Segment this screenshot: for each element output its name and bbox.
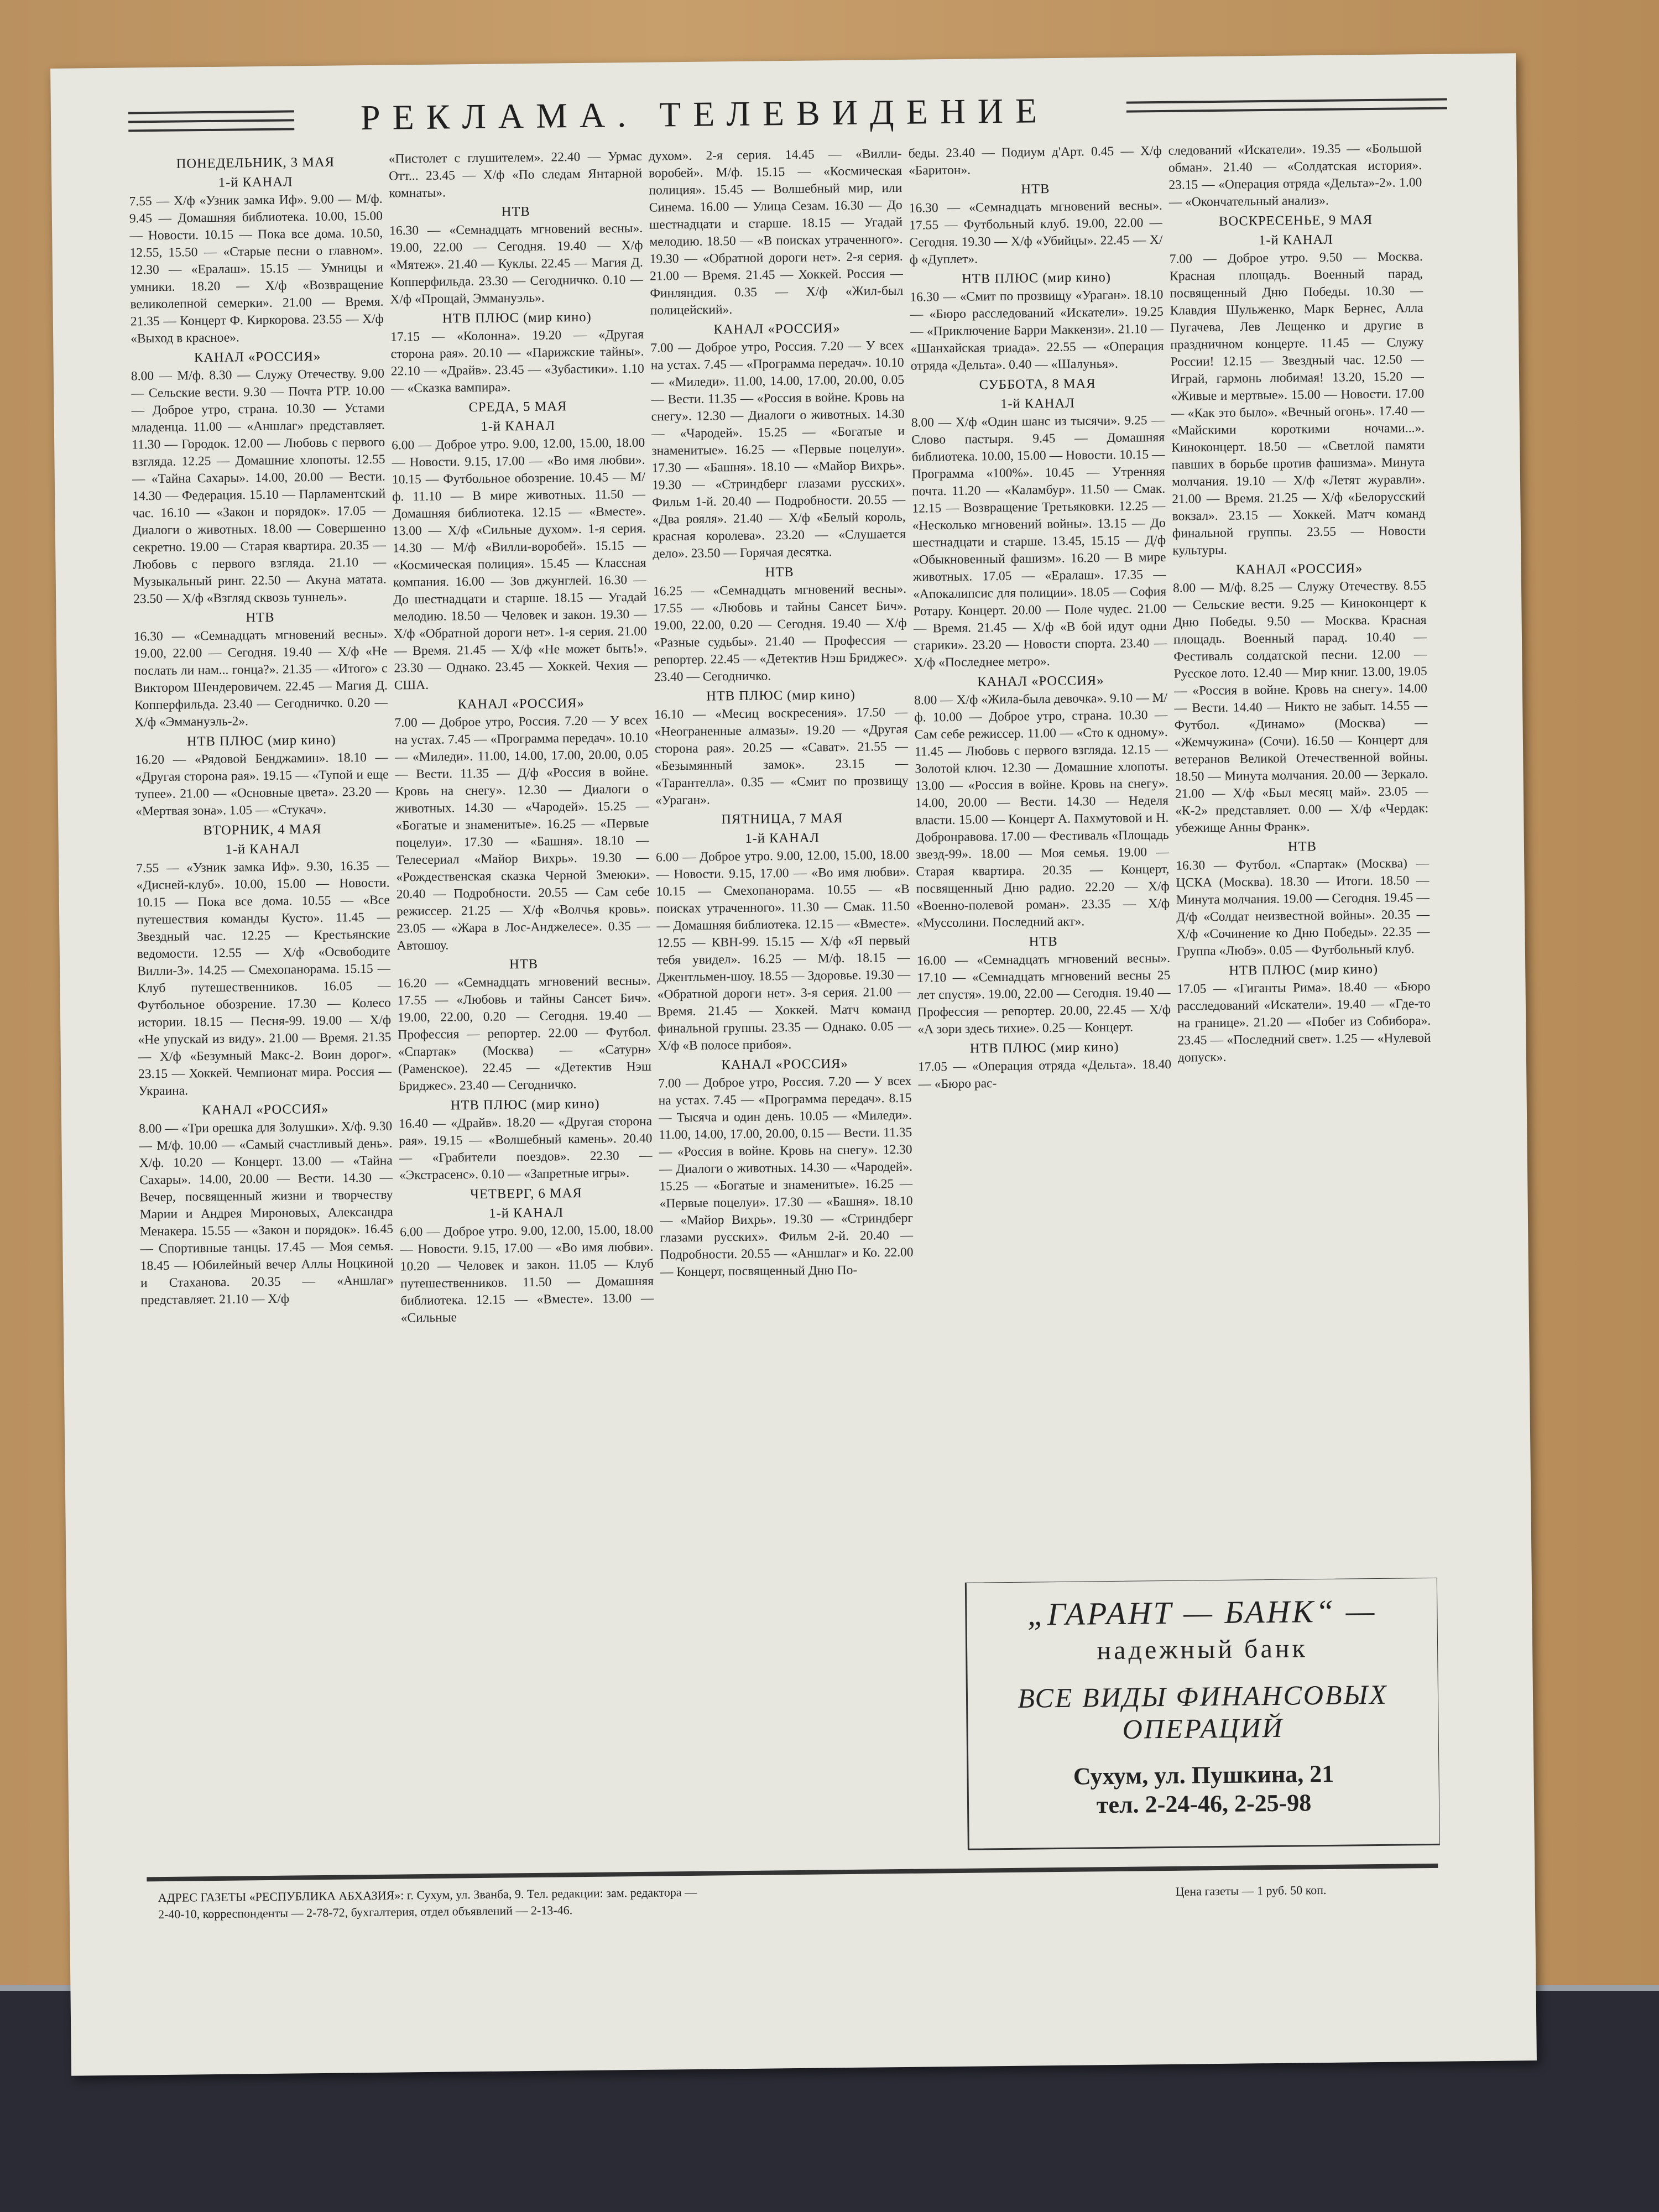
program-listing: «Пистолет с глушителем». 22.40 — Урмас Отт... 23.45 — Х/ф «По следам Янтарной комнаты». <box>388 149 643 201</box>
schedule-heading: 1-й КАНАЛ <box>489 1205 564 1221</box>
schedule-heading: КАНАЛ «РОССИЯ» <box>977 673 1104 690</box>
schedule-heading: НТВ <box>509 956 539 972</box>
schedule-heading: ВОСКРЕСЕНЬЕ, 9 МАЯ <box>1218 212 1373 229</box>
address-line-2: 2-40-10, корреспонденты — 2-78-72, бухгалтерия, отдел объявлений — 2-13-46. <box>158 1903 573 1922</box>
program-listing: 8.00 — Х/ф «Жила-была девочка». 9.10 — М/ф. 10.00 — Доброе утро, страна. 10.30 — Сам себе режиссер. 11.00 — «Сто к одному». 11.45 — Любовь с первого взгляда. 12.15 — Золотой ключ. 12.30 — Домашние хлопоты. 13.00 — «Россия в войне. Кровь на снегу». 14.00, 20.00 — Вести. 14.30 — Неделя власти. 15.00 — Концерт А. Пахмутовой и Н. Добронравова. 17.00 — Фестиваль «Площадь звезд-99». 18.00 — Моя семья. 19.00 — Старая квартира. 20.35 — Концерт, посвященный Дню радио. 22.20 — Х/ф «Военно-полевой роман». 23.35 — Х/ф «Муссолини. Последний акт». <box>914 690 1170 931</box>
program-listing: 7.55 — Х/ф «Узник замка Иф». 9.00 — М/ф. 9.45 — Домашняя библиотека. 10.00, 15.00 — Новости. 10.15 — Пока все дома. 10.50, 12.55, 15.50 — «Старые песни о главном». 12.30 — «Ералаш». 15.15 — Умницы и умники. 18.20 — Х/ф «Возвращение великолепной семерки». 21.00 — Время. 21.35 — Концерт Ф. Киркорова. 23.55 — Х/ф «Выход в красное». <box>129 191 384 346</box>
schedule-heading: НТВ ПЛЮС (мир кино) <box>969 1039 1119 1056</box>
program-listing: 16.25 — «Семнадцать мгновений весны». 17.55 — «Любовь и тайны Сансет Бич». 19.00, 22.00, 0.20 — Сегодня. 19.40 — Х/ф «Разные судьбы». 21.40 — Профессия — репортер. 22.45 — «Детектив Нэш Бриджес». 23.40 — Сегодничко. <box>653 581 907 685</box>
schedule-column-4 <box>909 143 1177 1578</box>
schedule-heading: НТВ <box>246 609 275 625</box>
schedule-heading: НТВ ПЛЮС (мир кино) <box>962 269 1112 286</box>
program-listing: беды. 23.40 — Подиум д'Арт. 0.45 — Х/ф «Баритон». <box>908 143 1162 178</box>
program-listing: 8.00 — М/ф. 8.30 — Служу Отечеству. 9.00 — Сельские вести. 9.30 — Почта РТР. 10.00 — Доброе утро, страна. 10.30 — Устами младенца. 11.00 — «Аншлаг» представляет. 11.30 — Городок. 12.00 — Любовь с первого взгляда. 12.25 — Домашние хлопоты. 12.55 — «Тайна Сахары». 14.00, 20.00 — Вести. 14.30 — Федерация. 15.10 — Парламентский час. 16.10 — «Закон и порядок». 17.05 — Диалоги о животных. 18.00 — Совершенно секретно. 19.00 — Старая квартира. 20.35 — Любовь с первого взгляда. 21.10 — Музыкальный ринг. 22.50 — Акуна матата. 23.50 — Х/ф «Взгляд сквозь туннель». <box>131 366 387 607</box>
schedule-heading: СРЕДА, 5 МАЯ <box>468 399 567 415</box>
program-listing: 7.00 — Доброе утро. 9.50 — Москва. Красная площадь. Военный парад, посвященный Дню Победы. 10.30 — Клавдия Шульженко, Марк Бернес, Алла Пугачева, Лев Лещенко и другие в праздничном концерте. 11.45 — Служу России! 12.15 — Звездный час. 12.50 — Играй, гармонь любимая! 13.20, 15.20 — «Живые и мертвые». 15.00 — Новости. 17.00 — «Как это было». «Вечный огонь». 17.40 — «Майскими короткими ночами...». Киноконцерт. 18.50 — «Светлой памяти павших в борьбе против фашизма». Минута молчания. 19.10 — Х/ф «Летят журавли». 21.00 — Время. 21.25 — Х/ф «Белорусский вокзал». 23.15 — Хоккей. Матч команд финальной группы. 23.55 — Новости культуры. <box>1169 249 1426 558</box>
schedule-heading: 1-й КАНАЛ <box>1000 395 1075 412</box>
newspaper-page <box>50 53 1537 2076</box>
program-listing: 7.55 — «Узник замка Иф». 9.30, 16.35 — «Дисней-клуб». 10.00, 15.00 — Новости. 10.15 — Пока все дома. 10.55 — «Все путешествия команды Кусто». 11.45 — Звездный час. 12.25 — Крестьянские ведомости. 12.55 — Х/ф «Освободите Вилли-3». 14.25 — Смехопанорама. 15.15 — Клуб путешественников. 16.05 — Футбольное обозрение. 17.30 — Колесо истории. 18.15 — Песня-99. 19.00 — Х/ф «Не упускай из виду». 21.00 — Время. 21.35 — Х/ф «Безумный Макс-2. Воин дорог». 23.15 — Хоккей. Чемпионат мира. Россия — Украина. <box>136 858 392 1099</box>
ad-tagline: надежный банк <box>1097 1634 1308 1666</box>
schedule-heading: КАНАЛ «РОССИЯ» <box>721 1056 848 1073</box>
ad-contact <box>968 1759 1439 1821</box>
schedule-column-2 <box>389 148 660 1921</box>
program-listing: 6.00 — Доброе утро. 9.00, 12.00, 15.00, 18.00 — Новости. 9.15, 17.00 — «Во имя любви». 10.15 — Футбольное обозрение. 10.45 — М/ф. 11.10 — В мире животных. 11.50 — Домашняя библиотека. 12.15 — «Вместе». 13.00 — Х/ф «Сильные духом». 1-я серия. 14.30 — М/ф «Вилли-воробей». 15.15 — «Космическая полиция». 15.45 — Классная компания. 16.00 — Зов джунглей. 16.30 — До шестнадцати и старше. 18.15 — Угадай мелодию. 18.50 — Человек и закон. 19.30 — Х/ф «Обратной дороги нет». 1-я серия. 21.00 — Время. 21.45 — Х/ф «Не может быть!». 23.30 — Однако. 23.45 — Хоккей. Чехия — США. <box>392 435 648 693</box>
page-header <box>128 88 1235 150</box>
schedule-heading: НТВ ПЛЮС (мир кино) <box>186 732 336 749</box>
program-listing: 8.00 — Х/ф «Один шанс из тысячи». 9.25 — Слово пастыря. 9.45 — Домашняя библиотека. 10.00, 15.00 — Новости. 10.15 — Программа «100%». 10.45 — Утренняя почта. 11.20 — «Каламбур». 11.50 — Смак. 12.15 — Возвращение Третьяковки. 12.25 — «Несколько мгновений войны». 13.15 — До шестнадцати и старше. 13.45, 15.15 — Д/ф «Обыкновенный фашизм». 16.20 — В мире животных. 17.05 — «Ералаш». 17.35 — «Апокалипсис для полиции». 18.05 — София Ротару. Концерт. 20.00 — Поле чудес. 21.00 — Время. 21.45 — Х/ф «В бой идут одни старики». 23.20 — Новости спорта. 23.40 — Х/ф «Последнее метро». <box>911 413 1167 670</box>
program-listing: следований «Искатели». 19.35 — «Большой обман». 21.40 — «Солдатская история». 23.15 — «Операция отряда «Дельта»-2». 1.00 — «Окончательный анализ». <box>1168 141 1422 210</box>
program-listing: 7.00 — Доброе утро, Россия. 7.20 — У всех на устах. 7.45 — «Программа передач». 8.15 — Тысяча и один день. 10.05 — «Миледи». 11.00, 14.00, 17.00, 20.00, 0.15 — Вести. 11.35 — «Россия в войне. Кровь на снегу». 12.30 — Диалоги о животных. 14.30 — «Чародей». 15.25 — «Богатые и знаменитые». 16.25 — «Первые поцелуи». 17.30 — «Башня». 18.10 — «Майор Вихрь». 19.30 — «Стриндберг глазами русских». Фильм 2-й. 20.40 — Подробности. 20.55 — «Аншлаг» и Ко. 22.00 — Концерт, посвященный Дню По- <box>658 1073 914 1280</box>
schedule-heading: 1-й КАНАЛ <box>1258 232 1333 248</box>
program-listing: 6.00 — Доброе утро. 9.00, 12.00, 15.00, 18.00 — Новости. 9.15, 17.00 — «Во имя любви». 10.20 — Человек и закон. 11.05 — Клуб путешественников. 11.50 — Домашняя библиотека. 12.15 — «Вместе». 13.00 — «Сильные <box>400 1222 654 1326</box>
program-listing: 16.30 — «Смит по прозвищу «Ураган». 18.10 — «Бюро расследований «Искатели». 19.25 — «Приключение Барри Маккензи». 21.10 — «Шанхайская триада». 22.55 — «Операция отряда «Дельта». 0.40 — «Шалунья». <box>910 287 1164 373</box>
schedule-heading: ПОНЕДЕЛЬНИК, 3 МАЯ <box>176 154 335 171</box>
ad-services-line-2: ОПЕРАЦИЙ <box>1122 1712 1284 1745</box>
schedule-column-3 <box>649 145 920 1918</box>
schedule-heading: НТВ <box>1021 181 1050 197</box>
newspaper-price: Цена газеты — 1 руб. 50 коп. <box>1175 1882 1327 1898</box>
page-title: РЕКЛАМА. ТЕЛЕВИДЕНИЕ <box>360 91 1050 138</box>
program-listing: 7.00 — Доброе утро, Россия. 7.20 — У всех на устах. 7.45 — «Программа передач». 10.10 — «Миледи». 11.00, 14.00, 17.00, 20.00, 0.05 — Вести. 11.35 — Д/ф «Россия в войне. Кровь на снегу». 12.30 — Диалоги о животных. 14.30 — «Чародей». 15.25 — «Богатые и знаменитые». 16.25 — «Первые поцелуи». 17.30 — «Башня». 18.10 — Телесериал «Майор Вихрь». 19.30 — «Рождественская сказка Черной Змеюки». 20.40 — Подробности. 20.55 — Сам себе режиссер. 21.25 — Х/ф «Волчья кровь». 23.05 — «Жара в Лос-Анджелесе». 0.35 — Автошоу. <box>394 713 650 953</box>
header-rule-right <box>1126 107 1447 113</box>
program-listing: 16.40 — «Драйв». 18.20 — «Другая сторона рая». 19.15 — «Волшебный камень». 20.40 — «Грабители поездов». 22.30 — «Экстрасенс». 0.10 — «Запретные игры». <box>398 1114 653 1183</box>
program-listing: 17.05 — «Операция отряда «Дельта». 18.40 — «Бюро рас- <box>917 1057 1172 1092</box>
ad-services-line-1: ВСЕ ВИДЫ ФИНАНСОВЫХ <box>1018 1678 1388 1714</box>
program-listing: 16.30 — «Семнадцать мгновений весны». 19.00, 22.00 — Сегодня. 19.40 — Х/ф «Не послать ли нам... гонца?». 21.35 — «Итого» с Виктором Шендеровичем. 22.45 — Магия Д. Копперфильда. 23.40 — Сегодничко. 0.20 — Х/ф «Эммануэль-2». <box>133 627 388 730</box>
ad-bank-name: „ГАРАНТ — БАНК“ — <box>1027 1593 1377 1632</box>
schedule-heading: КАНАЛ «РОССИЯ» <box>713 321 841 337</box>
program-listing: 16.00 — «Семнадцать мгновений весны». 17.10 — «Семнадцать мгновений весны 25 лет спустя». 19.00, 22.00 — Сегодня. 19.40 — Профессия — репортер. 20.00, 22.45 — Х/ф «А зори здесь тихие». 0.25 — Концерт. <box>916 951 1171 1037</box>
schedule-heading: НТВ <box>1287 839 1317 854</box>
program-listing: 8.00 — «Три орешка для Золушки». Х/ф. 9.30 — М/ф. 10.00 — «Самый счастливый день». Х/ф. 10.20 — Концерт. 13.00 — «Тайна Сахары». 14.00, 20.00 — Вести. 14.30 — Вечер, посвященный жизни и творчеству Марии и Андрея Мироновых, Александра Менакера. 15.55 — «Закон и порядок». 16.45 — Спортивные танцы. 17.45 — Моя семья. 18.45 — Юбилейный вечер Аллы Ноцкиной и Стаханова. 20.35 — «Аншлаг» представляет. 21.10 — Х/ф <box>139 1119 394 1308</box>
schedule-heading: КАНАЛ «РОССИЯ» <box>202 1101 329 1118</box>
schedule-heading: НТВ ПЛЮС (мир кино) <box>706 687 856 704</box>
ad-phones: тел. 2-24-46, 2-25-98 <box>1096 1789 1312 1819</box>
schedule-heading: КАНАЛ «РОССИЯ» <box>194 348 321 366</box>
schedule-column-5 <box>1168 140 1437 1569</box>
schedule-heading: НТВ ПЛЮС (мир кино) <box>1229 961 1379 978</box>
program-listing: 7.00 — Доброе утро, Россия. 7.20 — У всех на устах. 7.45 — «Программа передач». 10.10 — «Миледи». 11.00, 14.00, 17.00, 20.00, 0.05 — Вести. 11.35 — «Россия в войне. Кровь на снегу». 12.30 — Диалоги о животных. 14.30 — «Чародей». 15.25 — «Богатые и знаменитые». 16.25 — «Первые поцелуи». 17.30 — «Башня». 18.10 — «Майор Вихрь». 19.30 — «Стриндберг глазами русских». Фильм 1-й. 20.40 — Подробности. 20.55 — «Два рояля». 21.40 — Х/ф «Белый король, красная королева». 23.20 — «Слушается дело». 23.50 — Горячая десятка. <box>650 338 906 561</box>
program-listing: 16.30 — «Семнадцать мгновений весны». 19.00, 22.00 — Сегодня. 19.40 — Х/ф «Мятеж». 21.40 — Куклы. 22.45 — Магия Д. Копперфильда. 23.30 — Сегодничко. 0.10 — Х/ф «Прощай, Эммануэль». <box>389 221 644 307</box>
program-listing: 17.15 — «Колонна». 19.20 — «Другая сторона рая». 20.10 — «Парижские тайны». 22.10 — «Драйв». 23.45 — «Зубастики». 1.10 — «Сказка вампира». <box>390 327 644 396</box>
schedule-column-1 <box>129 151 400 1923</box>
program-listing: 16.30 — Футбол. «Спартак» (Москва) — ЦСКА (Москва). 18.30 — Итоги. 18.50 — Минута молчания. 19.00 — Сегодня. 19.45 — Д/ф «Солдат неизвестной войны». 20.35 — Х/ф «Сочинение ко Дню Победы». 22.35 — Группа «Любэ». 0.05 — Футбольный клуб. <box>1176 855 1430 959</box>
program-listing: 16.20 — «Рядовой Бенджамин». 18.10 — «Другая сторона рая». 19.15 — «Тупой и еще тупее». 21.00 — «Основные цвета». 23.20 — «Мертвая зона». 1.05 — «Стукач». <box>135 750 389 819</box>
program-listing: духом». 2-я серия. 14.45 — «Вилли-воробей». М/ф. 15.15 — «Космическая полиция». 15.45 — Волшебный мир, или Синема. 16.00 — Улица Сезам. 16.30 — До шестнадцати и старше. 18.15 — Угадай мелодию. 18.50 — «В поисках утраченного». 19.30 — «Обратной дороги нет». 2-я серия. 21.00 — Время. 21.45 — Хоккей. Россия — Финляндия. 0.35 — Х/ф «Жил-был полицейский». <box>648 146 904 318</box>
schedule-heading: 1-й КАНАЛ <box>745 830 820 846</box>
schedule-heading: ПЯТНИЦА, 7 МАЯ <box>721 811 843 827</box>
schedule-heading: СУББОТА, 8 МАЯ <box>979 376 1096 393</box>
schedule-heading: 1-й КАНАЛ <box>225 841 300 857</box>
ad-address: Сухум, ул. Пушкина, 21 <box>1073 1760 1334 1790</box>
schedule-heading: КАНАЛ «РОССИЯ» <box>1235 561 1363 577</box>
schedule-heading: ЧЕТВЕРГ, 6 МАЯ <box>469 1186 582 1202</box>
program-listing: 6.00 — Доброе утро. 9.00, 12.00, 15.00, 18.00 — Новости. 9.15, 17.00 — «Во имя любви». 10.15 — Смехопанорама. 10.55 — «В поисках утраченного». 11.30 — Смак. 11.50 — Домашняя библиотека. 12.15 — «Вместе». 12.55 — КВН-99. 15.15 — Х/ф «Я первый тебя увидел». 16.25 — М/ф. 18.15 — Джентльмен-шоу. 18.55 — Здоровье. 19.30 — «Обратной дороги нет». 3-я серия. 21.00 — Время. 21.45 — Хоккей. Матч команд финальной группы. 23.35 — Однако. 0.05 — Х/ф «В полосе прибоя». <box>655 847 911 1053</box>
schedule-heading: НТВ <box>1029 933 1058 950</box>
header-rule-left <box>128 128 294 132</box>
header-rule-right <box>1126 98 1447 104</box>
ad-services <box>968 1678 1438 1747</box>
address-line-1: АДРЕС ГАЗЕТЫ «РЕСПУБЛИКА АБХАЗИЯ»: г. Сухум, ул. Званба, 9. Тел. редакции: зам. редактора — <box>158 1885 697 1905</box>
program-listing: 17.05 — «Гиганты Рима». 18.40 — «Бюро расследований «Искатели». 19.40 — «Где-то на границе». 21.20 — «Побег из Собибора». 23.45 — «Последний свет». 1.25 — «Нулевой допуск». <box>1177 979 1431 1065</box>
schedule-heading: НТВ <box>501 204 530 220</box>
schedule-heading: НТВ ПЛЮС (мир кино) <box>450 1096 600 1113</box>
schedule-heading: ВТОРНИК, 4 МАЯ <box>203 821 322 838</box>
schedule-heading: 1-й КАНАЛ <box>481 418 556 434</box>
program-listing: 8.00 — М/ф. 8.25 — Служу Отечеству. 8.55 — Сельские вести. 9.25 — Киноконцерт к Дню Победы. 9.50 — Москва. Красная площадь. Военный парад. 10.40 — Фестиваль солдатской песни. 12.00 — Русское лото. 12.40 — Мир книг. 13.00, 19.05 — «Россия в войне. Кровь на снегу». 14.00 — Вести. 14.40 — Никто не забыт. 14.55 — Футбол. «Динамо» (Москва) — «Жемчужина» (Сочи). 16.50 — Концерт для ветеранов Великой Отечественной войны. 18.50 — Минута молчания. 20.00 — Зеркало. 21.00 — Х/ф «Был месяц май». 23.05 — «К-2» представляет. 0.00 — Х/ф «Чердак: убежище Анны Франк». <box>1172 578 1429 836</box>
schedule-heading: НТВ ПЛЮС (мир кино) <box>442 309 592 326</box>
bank-advertisement <box>965 1578 1440 1850</box>
program-listing: 16.30 — «Семнадцать мгновений весны». 17.55 — Футбольный клуб. 19.00, 22.00 — Сегодня. 19.30 — Х/ф «Убийцы». 22.45 — Х/ф «Дуплет». <box>909 198 1163 267</box>
program-listing: 16.10 — «Месиц воскресения». 17.50 — «Неограненные алмазы». 19.20 — «Другая сторона рая». 20.25 — «Сават». 21.55 — «Безымянный замок». 23.15 — «Тарантелла». 0.35 — «Смит по прозвищу «Ураган». <box>654 705 909 808</box>
header-rule-left <box>128 119 294 123</box>
program-listing: 16.20 — «Семнадцать мгновений весны». 17.55 — «Любовь и тайны Сансет Бич». 19.00, 22.00, 0.20 — Сегодня. 19.40 — Профессия — репортер. 22.00 — Футбол. «Спартак» (Москва) — «Сатурн» (Раменское). 22.45 — «Детектив Нэш Бриджес». 23.40 — Сегодничко. <box>397 973 652 1094</box>
schedule-heading: НТВ <box>765 564 794 580</box>
schedule-heading: КАНАЛ «РОССИЯ» <box>457 695 585 712</box>
schedule-heading: 1-й КАНАЛ <box>218 174 293 190</box>
header-rule-left <box>128 110 294 114</box>
